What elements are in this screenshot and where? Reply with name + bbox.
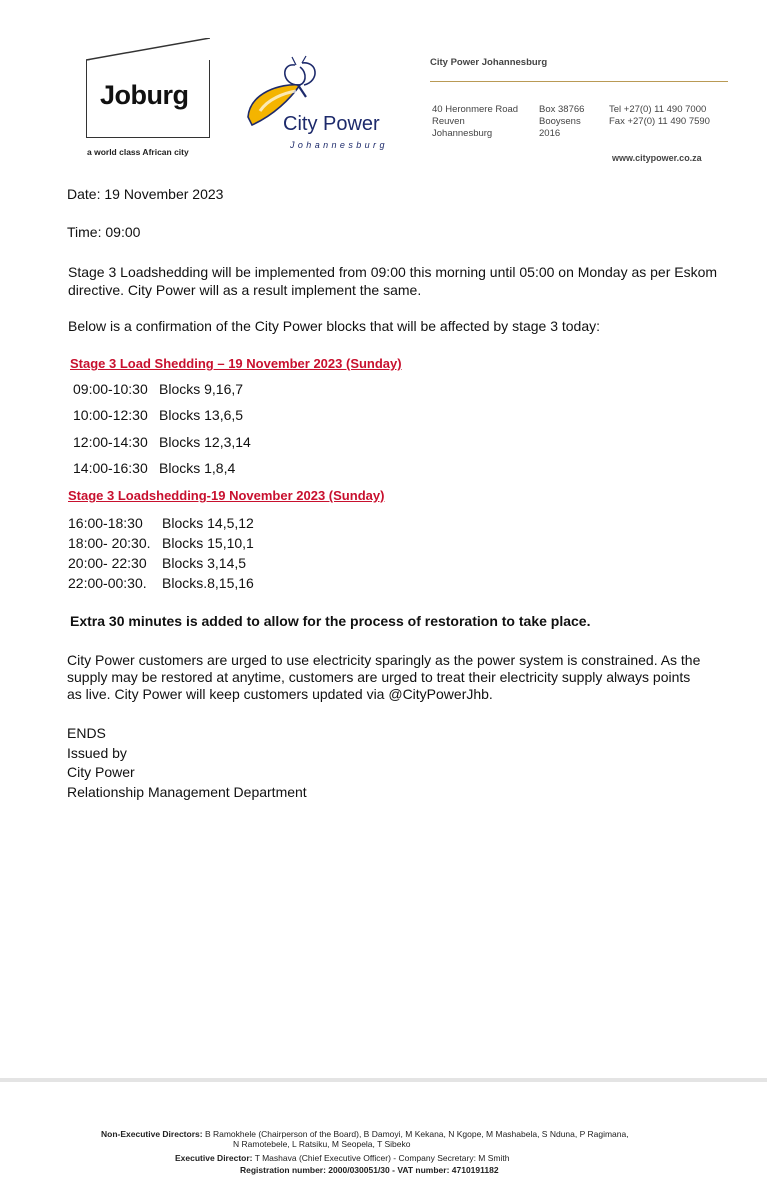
fax-line: Fax +27(0) 11 490 7590 [609,116,710,127]
address-block [432,104,518,140]
non-exec-directors [101,1129,629,1139]
letterhead-divider [430,81,728,82]
doc-date: Date: 19 November 2023 [67,186,224,202]
advisory-line-2: supply may be restored at anytime, customers are urged to treat their electricity supply always points [67,669,691,685]
footer-divider [0,1078,767,1082]
schedule-2-blocks: Blocks 3,14,5 [162,555,247,571]
sign-off-org: City Power [67,764,135,780]
doc-time: Time: 09:00 [67,224,141,240]
schedule-2-time: 22:00-00:30. [68,575,147,591]
address-line: 40 Heronmere Road [432,104,519,115]
ed-label: Executive Director: [175,1153,253,1163]
schedule-2-time: 16:00-18:30 [68,515,143,531]
intro-line-2: directive. City Power will as a result implement the same. [68,282,422,298]
schedule-2-blocks: Blocks 15,10,1 [162,535,254,551]
schedule-2-title: Stage 3 Loadshedding-19 November 2023 (Sunday) [68,488,385,503]
advisory-line-1: City Power customers are urged to use electricity sparingly as the power system is constrained. As the [67,652,701,668]
schedule-1-blocks: Blocks 12,3,14 [159,434,251,450]
schedule-1-time: 12:00-14:30 [73,434,148,450]
schedule-1-blocks: Blocks 13,6,5 [159,407,244,423]
address-line: Johannesburg [432,128,493,139]
registration-info: Registration number: 2000/030051/30 - VAT number: 4710191182 [240,1165,499,1175]
ned-label: Non-Executive Directors: [101,1129,203,1139]
citypower-subtitle: Johannesburg [290,140,388,150]
pobox-block [539,104,584,140]
restoration-note: Extra 30 minutes is added to allow for the process of restoration to take place. [70,613,591,629]
tel-line: Tel +27(0) 11 490 7000 [609,104,707,115]
pobox-line: Booysens [539,116,581,127]
pobox-line: Box 38766 [539,104,585,115]
sign-off-ends: ENDS [67,725,106,741]
joburg-logo-roof-icon [86,38,210,78]
advisory-line-3: as live. City Power will keep customers updated via @CityPowerJhb. [67,686,493,702]
ned-names: B Ramokhele (Chairperson of the Board), B Damoyi, M Kekana, N Kgope, M Mashabela, S Nduna, P Ragimana, [204,1129,629,1139]
schedule-1-blocks: Blocks 9,16,7 [159,381,244,397]
schedule-1-blocks: Blocks 1,8,4 [159,460,236,476]
schedule-1-time: 14:00-16:30 [73,460,148,476]
confirmation-line: Below is a confirmation of the City Power blocks that will be affected by stage 3 today: [68,318,601,334]
ed-text: T Mashava (Chief Executive Officer) - Company Secretary: M Smith [254,1153,510,1163]
schedule-2-time: 18:00- 20:30. [68,535,151,551]
letterhead-org: City Power Johannesburg [430,57,548,68]
website-link[interactable]: www.citypower.co.za [612,153,702,163]
schedule-2-blocks: Blocks.8,15,16 [162,575,254,591]
joburg-tagline: a world class African city [87,147,189,157]
joburg-wordmark: Joburg [100,80,189,110]
exec-director [175,1153,509,1163]
citypower-wordmark: City Power [283,113,380,135]
intro-line-1: Stage 3 Loadshedding will be implemented from 09:00 this morning until 05:00 on Monday as per Eskom [68,264,718,280]
sign-off-issued: Issued by [67,744,127,761]
pobox-line: 2016 [539,128,561,139]
address-line: Reuven [432,116,465,127]
contact-block [609,104,710,128]
schedule-1-time: 09:00-10:30 [73,381,148,397]
schedule-2-time: 20:00- 22:30 [68,555,147,571]
schedule-1-title: Stage 3 Load Shedding – 19 November 2023 (Sunday) [70,356,402,371]
sign-off-block [67,724,307,802]
schedule-2-blocks: Blocks 14,5,12 [162,515,254,531]
ned-names-cont: N Ramotebele, L Ratsiku, M Seopela, T Sibeko [233,1139,411,1149]
schedule-1-time: 10:00-12:30 [73,407,148,423]
sign-off-dept: Relationship Management Department [67,783,307,800]
